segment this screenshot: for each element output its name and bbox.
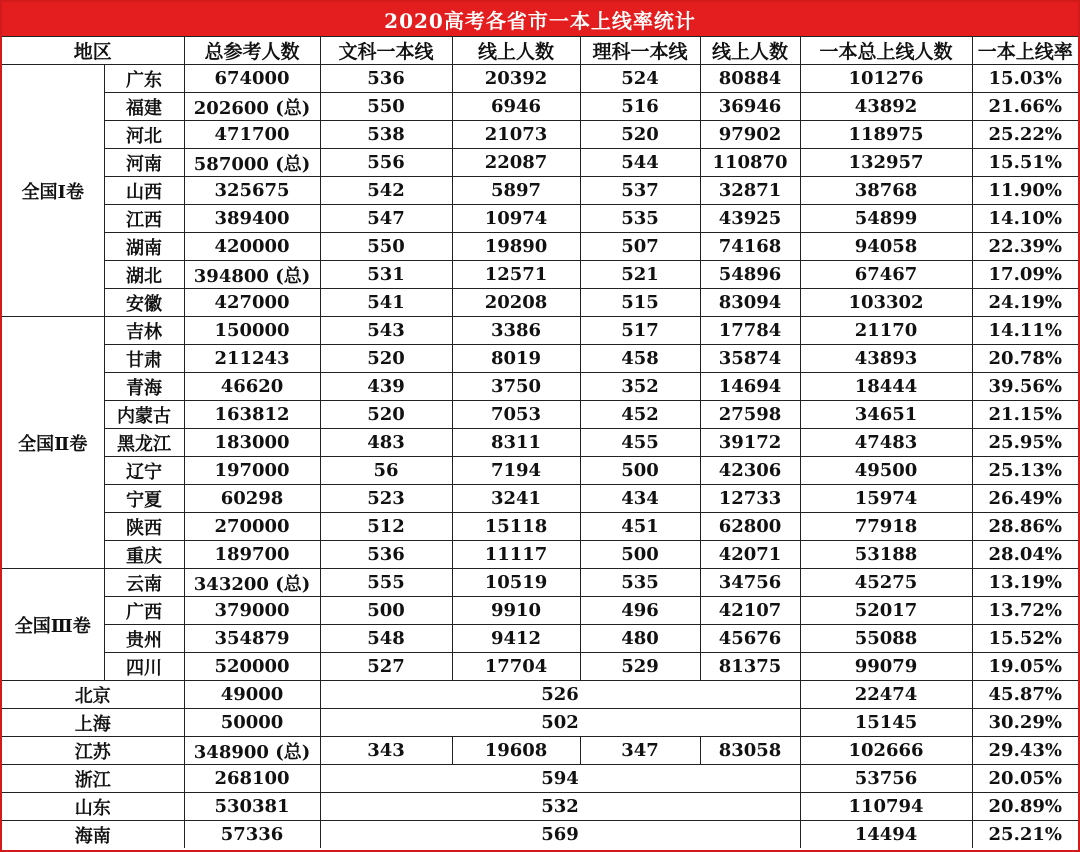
- qualify-rate: 17.09%: [972, 261, 1078, 289]
- province-name: 重庆: [104, 541, 184, 569]
- arts-qualified: 3241: [452, 485, 580, 513]
- province-name: 湖北: [104, 261, 184, 289]
- province-name: 湖南: [104, 233, 184, 261]
- qualify-rate: 21.15%: [972, 401, 1078, 429]
- arts-cutoff: 548: [320, 625, 452, 653]
- total-candidates: 189700: [184, 541, 320, 569]
- total-qualified: 94058: [800, 233, 972, 261]
- table-row: [2, 65, 1078, 93]
- science-cutoff: 535: [580, 569, 700, 597]
- header-region: 地区: [2, 37, 184, 65]
- total-qualified: 43892: [800, 93, 972, 121]
- qualify-rate: 19.05%: [972, 653, 1078, 681]
- arts-cutoff: 527: [320, 653, 452, 681]
- total-qualified: 21170: [800, 317, 972, 345]
- qualify-rate: 20.78%: [972, 345, 1078, 373]
- table-row: [2, 625, 1078, 653]
- total-qualified: 15145: [800, 709, 972, 737]
- table-row: [2, 513, 1078, 541]
- total-qualified: 18444: [800, 373, 972, 401]
- total-qualified: 77918: [800, 513, 972, 541]
- arts-qualified: 12571: [452, 261, 580, 289]
- qualify-rate: 24.19%: [972, 289, 1078, 317]
- total-qualified: 45275: [800, 569, 972, 597]
- table-row: [2, 765, 1078, 793]
- table-row: [2, 233, 1078, 261]
- province-name: 内蒙古: [104, 401, 184, 429]
- arts-qualified: 11117: [452, 541, 580, 569]
- arts-cutoff: 343: [320, 737, 452, 765]
- science-cutoff: 529: [580, 653, 700, 681]
- science-cutoff: 515: [580, 289, 700, 317]
- total-candidates: 197000: [184, 457, 320, 485]
- science-cutoff: 535: [580, 205, 700, 233]
- total-candidates: 420000: [184, 233, 320, 261]
- arts-cutoff: 512: [320, 513, 452, 541]
- total-candidates: 379000: [184, 597, 320, 625]
- total-candidates: 348900 (总): [184, 737, 320, 765]
- arts-qualified: 22087: [452, 149, 580, 177]
- arts-qualified: 19608: [452, 737, 580, 765]
- arts-cutoff: 520: [320, 401, 452, 429]
- arts-qualified: 8311: [452, 429, 580, 457]
- total-qualified: 103302: [800, 289, 972, 317]
- province-name: 宁夏: [104, 485, 184, 513]
- table-row: [2, 653, 1078, 681]
- qualify-rate: 15.51%: [972, 149, 1078, 177]
- qualify-rate: 14.10%: [972, 205, 1078, 233]
- arts-qualified: 9910: [452, 597, 580, 625]
- table-body: [2, 65, 1078, 849]
- science-qualified: 43925: [700, 205, 800, 233]
- exam-group-label: 全国Ⅰ卷: [2, 65, 104, 317]
- qualify-rate: 20.89%: [972, 793, 1078, 821]
- science-cutoff: 544: [580, 149, 700, 177]
- total-qualified: 52017: [800, 597, 972, 625]
- qualify-rate: 28.86%: [972, 513, 1078, 541]
- science-qualified: 74168: [700, 233, 800, 261]
- header-row: [2, 37, 1078, 65]
- science-cutoff: 524: [580, 65, 700, 93]
- science-qualified: 45676: [700, 625, 800, 653]
- science-cutoff: 452: [580, 401, 700, 429]
- arts-cutoff: 520: [320, 345, 452, 373]
- qualify-rate: 25.13%: [972, 457, 1078, 485]
- province-name: 山东: [2, 793, 184, 821]
- science-qualified: 81375: [700, 653, 800, 681]
- total-candidates: 57336: [184, 821, 320, 849]
- total-qualified: 47483: [800, 429, 972, 457]
- science-qualified: 42306: [700, 457, 800, 485]
- arts-qualified: 21073: [452, 121, 580, 149]
- total-candidates: 270000: [184, 513, 320, 541]
- total-qualified: 22474: [800, 681, 972, 709]
- science-qualified: 17784: [700, 317, 800, 345]
- arts-qualified: 7053: [452, 401, 580, 429]
- arts-cutoff: 543: [320, 317, 452, 345]
- arts-cutoff: 536: [320, 541, 452, 569]
- science-qualified: 83058: [700, 737, 800, 765]
- header-total-online: 一本总上线人数: [800, 37, 972, 65]
- header-sci-count: 线上人数: [700, 37, 800, 65]
- science-qualified: 34756: [700, 569, 800, 597]
- science-cutoff: 517: [580, 317, 700, 345]
- total-qualified: 54899: [800, 205, 972, 233]
- qualify-rate: 14.11%: [972, 317, 1078, 345]
- total-candidates: 50000: [184, 709, 320, 737]
- province-name: 吉林: [104, 317, 184, 345]
- table-row: [2, 541, 1078, 569]
- total-qualified: 15974: [800, 485, 972, 513]
- qualify-rate: 20.05%: [972, 765, 1078, 793]
- qualify-rate: 28.04%: [972, 541, 1078, 569]
- table-row: [2, 569, 1078, 597]
- qualify-rate: 21.66%: [972, 93, 1078, 121]
- qualify-rate: 15.52%: [972, 625, 1078, 653]
- table-row: [2, 429, 1078, 457]
- arts-qualified: 3750: [452, 373, 580, 401]
- science-qualified: 42071: [700, 541, 800, 569]
- total-candidates: 587000 (总): [184, 149, 320, 177]
- province-name: 浙江: [2, 765, 184, 793]
- arts-qualified: 20208: [452, 289, 580, 317]
- qualify-rate: 39.56%: [972, 373, 1078, 401]
- combined-cutoff: 569: [320, 821, 800, 849]
- science-cutoff: 537: [580, 177, 700, 205]
- total-candidates: 183000: [184, 429, 320, 457]
- province-name: 黑龙江: [104, 429, 184, 457]
- total-candidates: 46620: [184, 373, 320, 401]
- science-cutoff: 500: [580, 541, 700, 569]
- combined-cutoff: 526: [320, 681, 800, 709]
- science-cutoff: 507: [580, 233, 700, 261]
- province-name: 贵州: [104, 625, 184, 653]
- combined-cutoff: 532: [320, 793, 800, 821]
- table-row: [2, 485, 1078, 513]
- total-candidates: 354879: [184, 625, 320, 653]
- arts-qualified: 6946: [452, 93, 580, 121]
- science-qualified: 12733: [700, 485, 800, 513]
- table-row: [2, 373, 1078, 401]
- total-qualified: 110794: [800, 793, 972, 821]
- arts-cutoff: 500: [320, 597, 452, 625]
- table-row: [2, 821, 1078, 849]
- table-row: [2, 457, 1078, 485]
- table-row: [2, 345, 1078, 373]
- total-qualified: 132957: [800, 149, 972, 177]
- science-qualified: 110870: [700, 149, 800, 177]
- arts-cutoff: 541: [320, 289, 452, 317]
- arts-qualified: 20392: [452, 65, 580, 93]
- table-row: [2, 205, 1078, 233]
- science-cutoff: 347: [580, 737, 700, 765]
- science-cutoff: 521: [580, 261, 700, 289]
- total-candidates: 530381: [184, 793, 320, 821]
- stats-table: [2, 36, 1078, 848]
- province-name: 海南: [2, 821, 184, 849]
- qualify-rate: 25.95%: [972, 429, 1078, 457]
- province-name: 青海: [104, 373, 184, 401]
- table-row: [2, 177, 1078, 205]
- exam-group-label: 全国Ⅲ卷: [2, 569, 104, 681]
- science-qualified: 54896: [700, 261, 800, 289]
- arts-cutoff: 550: [320, 233, 452, 261]
- province-name: 江西: [104, 205, 184, 233]
- total-candidates: 202600 (总): [184, 93, 320, 121]
- province-name: 山西: [104, 177, 184, 205]
- total-qualified: 102666: [800, 737, 972, 765]
- total-qualified: 101276: [800, 65, 972, 93]
- science-qualified: 35874: [700, 345, 800, 373]
- province-name: 云南: [104, 569, 184, 597]
- science-qualified: 39172: [700, 429, 800, 457]
- arts-cutoff: 439: [320, 373, 452, 401]
- science-cutoff: 520: [580, 121, 700, 149]
- science-qualified: 32871: [700, 177, 800, 205]
- qualify-rate: 25.22%: [972, 121, 1078, 149]
- arts-qualified: 7194: [452, 457, 580, 485]
- total-qualified: 99079: [800, 653, 972, 681]
- province-name: 江苏: [2, 737, 184, 765]
- science-qualified: 83094: [700, 289, 800, 317]
- table-title: 2020高考各省市一本上线率统计: [2, 2, 1078, 36]
- science-cutoff: 434: [580, 485, 700, 513]
- total-qualified: 49500: [800, 457, 972, 485]
- science-cutoff: 500: [580, 457, 700, 485]
- science-qualified: 27598: [700, 401, 800, 429]
- science-qualified: 80884: [700, 65, 800, 93]
- qualify-rate: 11.90%: [972, 177, 1078, 205]
- total-candidates: 343200 (总): [184, 569, 320, 597]
- province-name: 广东: [104, 65, 184, 93]
- total-qualified: 53756: [800, 765, 972, 793]
- table-row: [2, 149, 1078, 177]
- province-name: 福建: [104, 93, 184, 121]
- province-name: 四川: [104, 653, 184, 681]
- table-row: [2, 737, 1078, 765]
- qualify-rate: 25.21%: [972, 821, 1078, 849]
- total-qualified: 55088: [800, 625, 972, 653]
- qualify-rate: 13.19%: [972, 569, 1078, 597]
- combined-cutoff: 502: [320, 709, 800, 737]
- table-row: [2, 317, 1078, 345]
- province-name: 河南: [104, 149, 184, 177]
- table-row: [2, 121, 1078, 149]
- science-cutoff: 451: [580, 513, 700, 541]
- total-candidates: 163812: [184, 401, 320, 429]
- qualify-rate: 30.29%: [972, 709, 1078, 737]
- exam-group-label: 全国Ⅱ卷: [2, 317, 104, 569]
- science-cutoff: 458: [580, 345, 700, 373]
- province-name: 北京: [2, 681, 184, 709]
- arts-qualified: 10974: [452, 205, 580, 233]
- science-cutoff: 516: [580, 93, 700, 121]
- arts-qualified: 3386: [452, 317, 580, 345]
- arts-qualified: 15118: [452, 513, 580, 541]
- table-row: [2, 597, 1078, 625]
- arts-cutoff: 538: [320, 121, 452, 149]
- table-row: [2, 401, 1078, 429]
- table-row: [2, 793, 1078, 821]
- arts-cutoff: 483: [320, 429, 452, 457]
- total-candidates: 325675: [184, 177, 320, 205]
- total-candidates: 49000: [184, 681, 320, 709]
- arts-cutoff: 555: [320, 569, 452, 597]
- science-cutoff: 496: [580, 597, 700, 625]
- province-name: 河北: [104, 121, 184, 149]
- arts-cutoff: 536: [320, 65, 452, 93]
- science-cutoff: 480: [580, 625, 700, 653]
- header-sci-line: 理科一本线: [580, 37, 700, 65]
- total-candidates: 268100: [184, 765, 320, 793]
- province-name: 甘肃: [104, 345, 184, 373]
- qualify-rate: 13.72%: [972, 597, 1078, 625]
- total-qualified: 67467: [800, 261, 972, 289]
- table-row: [2, 289, 1078, 317]
- science-cutoff: 352: [580, 373, 700, 401]
- qualify-rate: 45.87%: [972, 681, 1078, 709]
- qualify-rate: 22.39%: [972, 233, 1078, 261]
- table-row: [2, 709, 1078, 737]
- arts-qualified: 8019: [452, 345, 580, 373]
- table-row: [2, 93, 1078, 121]
- province-name: 陕西: [104, 513, 184, 541]
- table-row: [2, 261, 1078, 289]
- total-candidates: 150000: [184, 317, 320, 345]
- province-name: 上海: [2, 709, 184, 737]
- total-candidates: 389400: [184, 205, 320, 233]
- science-qualified: 36946: [700, 93, 800, 121]
- total-candidates: 674000: [184, 65, 320, 93]
- table-row: [2, 681, 1078, 709]
- qualify-rate: 15.03%: [972, 65, 1078, 93]
- science-qualified: 62800: [700, 513, 800, 541]
- science-qualified: 14694: [700, 373, 800, 401]
- arts-cutoff: 550: [320, 93, 452, 121]
- arts-qualified: 17704: [452, 653, 580, 681]
- total-candidates: 60298: [184, 485, 320, 513]
- total-candidates: 394800 (总): [184, 261, 320, 289]
- science-qualified: 42107: [700, 597, 800, 625]
- province-name: 安徽: [104, 289, 184, 317]
- arts-qualified: 5897: [452, 177, 580, 205]
- arts-qualified: 19890: [452, 233, 580, 261]
- total-qualified: 118975: [800, 121, 972, 149]
- total-qualified: 43893: [800, 345, 972, 373]
- arts-cutoff: 547: [320, 205, 452, 233]
- arts-cutoff: 56: [320, 457, 452, 485]
- header-arts-line: 文科一本线: [320, 37, 452, 65]
- arts-cutoff: 523: [320, 485, 452, 513]
- header-rate: 一本上线率: [972, 37, 1078, 65]
- combined-cutoff: 594: [320, 765, 800, 793]
- province-name: 广西: [104, 597, 184, 625]
- arts-cutoff: 556: [320, 149, 452, 177]
- total-qualified: 38768: [800, 177, 972, 205]
- arts-cutoff: 531: [320, 261, 452, 289]
- province-name: 辽宁: [104, 457, 184, 485]
- header-arts-count: 线上人数: [452, 37, 580, 65]
- total-candidates: 471700: [184, 121, 320, 149]
- total-qualified: 53188: [800, 541, 972, 569]
- header-total: 总参考人数: [184, 37, 320, 65]
- science-qualified: 97902: [700, 121, 800, 149]
- total-qualified: 14494: [800, 821, 972, 849]
- qualify-rate: 29.43%: [972, 737, 1078, 765]
- total-candidates: 427000: [184, 289, 320, 317]
- arts-qualified: 10519: [452, 569, 580, 597]
- science-cutoff: 455: [580, 429, 700, 457]
- total-qualified: 34651: [800, 401, 972, 429]
- qualify-rate: 26.49%: [972, 485, 1078, 513]
- total-candidates: 211243: [184, 345, 320, 373]
- arts-cutoff: 542: [320, 177, 452, 205]
- total-candidates: 520000: [184, 653, 320, 681]
- arts-qualified: 9412: [452, 625, 580, 653]
